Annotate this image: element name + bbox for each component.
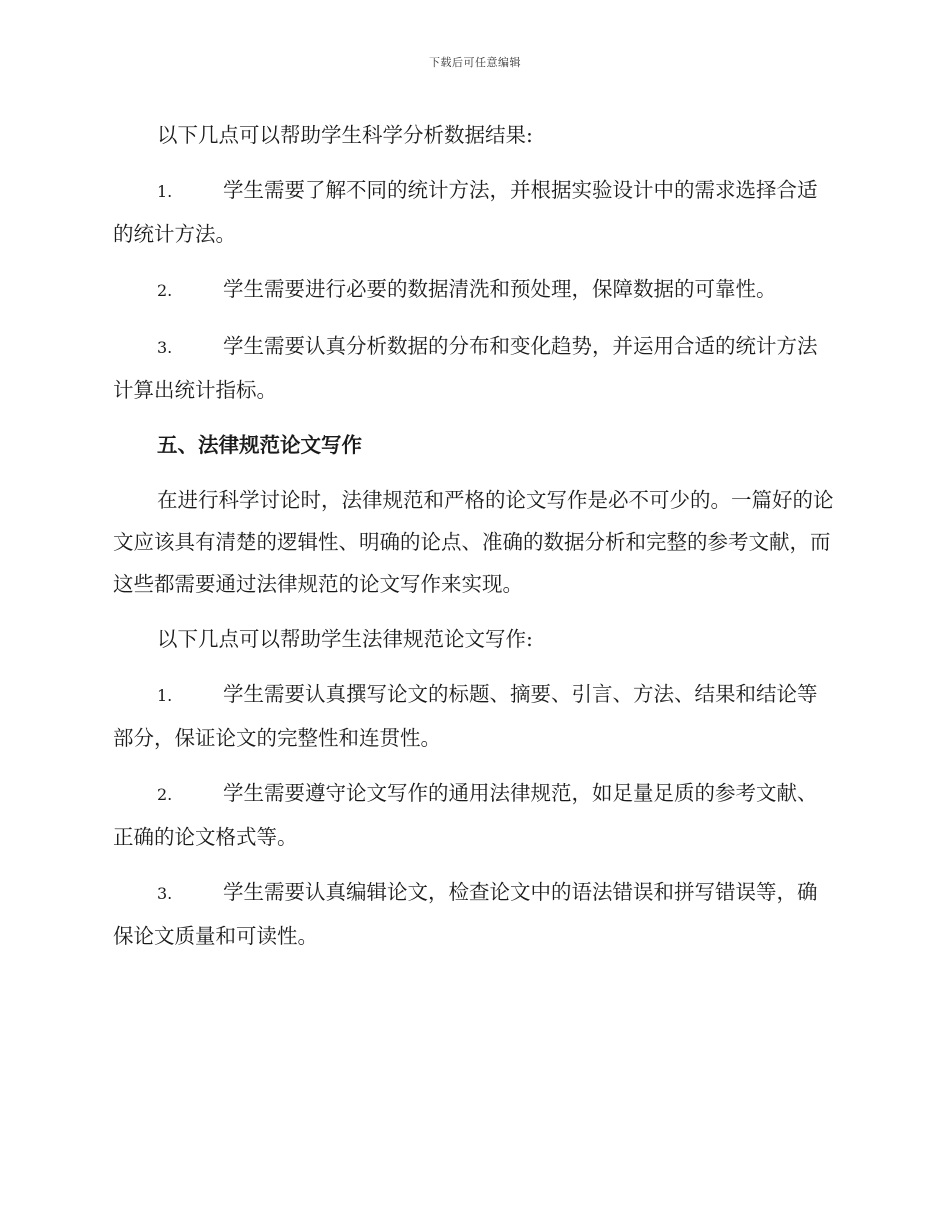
list-item-text: 学生需要遵守论文写作的通用法律规范，如足量足质的参考文献、正确的论文格式等。 [113,781,818,849]
list-number: 3. [157,884,173,903]
section-b-intro: 以下几点可以帮助学生法律规范论文写作: [157,627,533,651]
section-heading: 五、法律规范论文写作 [157,433,362,457]
list-item-text: 学生需要进行必要的数据清洗和预处理，保障数据的可靠性。 [223,277,777,301]
list-item [113,325,835,411]
list-item-text: 学生需要认真分析数据的分布和变化趋势，并运用合适的统计方法计算出统计指标。 [113,334,818,402]
list-item [113,268,835,312]
list-item [113,169,835,255]
document-body [113,114,835,970]
section-a-intro: 以下几点可以帮助学生科学分析数据结果: [157,123,533,147]
list-number: 1. [157,182,173,201]
list-number: 3. [157,338,173,357]
list-number: 1. [157,686,173,705]
list-item [113,673,835,759]
list-item [113,772,835,858]
list-item [113,871,835,957]
list-item-text: 学生需要了解不同的统计方法，并根据实验设计中的需求选择合适的统计方法。 [113,178,818,246]
page-header: 下载后可任意编辑 [429,56,521,69]
list-item-text: 学生需要认真编辑论文，检查论文中的语法错误和拼写错误等，确保论文质量和可读性。 [113,880,818,948]
list-number: 2. [157,785,173,804]
list-number: 2. [157,281,173,300]
section-b-body: 在进行科学讨论时，法律规范和严格的论文写作是必不可少的。一篇好的论文应该具有清楚的逻辑性、明确的论点、准确的数据分析和完整的参考文献，而这些都需要通过法律规范的论文写作来实现。 [113,488,834,596]
list-item-text: 学生需要认真撰写论文的标题、摘要、引言、方法、结果和结论等部分，保证论文的完整性和连贯性。 [113,682,818,750]
